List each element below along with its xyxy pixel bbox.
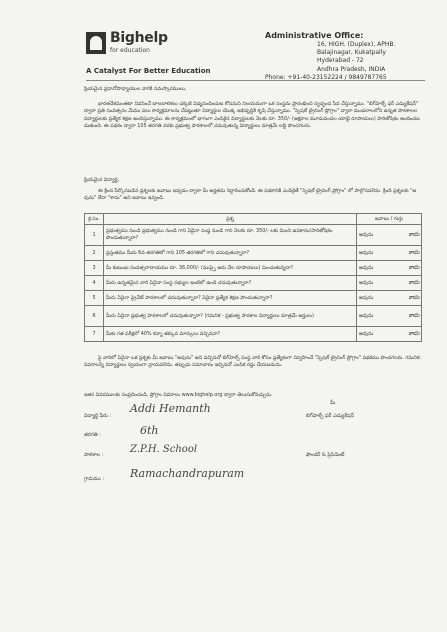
question-cell: మీరు ఉన్నతమైన వారి ఏదైనా సంస్థ సభ్యుల ఇంటిలో ఉండి చదువుతున్నారా? <box>104 276 357 291</box>
salutation: ప్రియమైన ప్రధానోపాధ్యాయుల వారికి నమస్కారములు, <box>84 86 187 92</box>
row-number: 3 <box>85 261 104 276</box>
contact-paragraph: ఇతర వివరములకు సంప్రదించండి, ప్రోగ్రాం వివరాలు www.bighelp.org ద్వారా తెలుసుకోవచ్చును. <box>84 392 273 398</box>
table-row <box>85 306 422 327</box>
row-number: 7 <box>85 327 104 342</box>
table-row <box>85 327 422 342</box>
signature-mark: మీ <box>330 400 336 406</box>
row-number: 4 <box>85 276 104 291</box>
row-number: 1 <box>85 225 104 246</box>
intro-paragraph: భారతదేశమంతటా నివసించే బాలబాలికలు చక్కటి విద్యనందించుట కోసమని నిలయముగా ఒక సంస్థను ప్రారంభించి స్వచ్ఛంద సేవ చేస్తున్నాము. "బిగ్‌హెల్ప్ ఫర్ ఎడ్యుకేషన్" ద్వారా ప్రతి సంవత్సరం మేము పలు కార్యక్రమాలను చేపట్టుతూ విద్యార్థుల యొక్క అభివృద్ధికి కృషి చేస్తున్నాము. "స్పెషల్ ట్రైనింగ్ ప్రోగ్రాం" ద్వారా మండలాలలోని ఉన్నత పాఠశాలల విద్యార్థులకు ప్రత్యేక శిక్షణ అందిస్తున్నాము. ఈ కార్యక్రమంలో భాగంగా ఎంపికైన విద్యార్థులకు నెలకు రూ. 350/- (అక్షరాల మూడువందల యాభై రూపాయలు) పారితోషికం అందించబడుతుంది. ఈ పథకం ద్వారా 105 తరగతి వరకు ప్రభుత్వ పాఠశాలలో చదువుతున్న విద్యార్థులు మాత్రమే లబ్ధి పొందగలరు. <box>84 101 420 130</box>
row-number: 2 <box>85 246 104 261</box>
handwritten-mark: కాదు <box>408 330 419 337</box>
eligibility-table <box>84 213 422 342</box>
office-line: Andhra Pradesh, INDIA <box>317 65 386 73</box>
table-header-row <box>85 214 422 225</box>
answer-cell <box>357 306 422 327</box>
answer-cell <box>357 246 422 261</box>
school-label: పాఠశాల : <box>84 452 104 458</box>
question-cell: మీరు ఏదైనా ప్రైవేట్ పాఠశాలలో చదువుతున్నారా? ఏదైనా ప్రత్యేక శిక్షణ పొందుతున్నారా? <box>104 291 357 306</box>
table-row <box>85 291 422 306</box>
handwritten-mark: కాదు <box>408 279 419 286</box>
header-divider <box>86 80 425 81</box>
instructions-paragraph: ఈ క్రింద పేర్కొనబడిన ప్రశ్నలకు జవాబు ఇవ్వడం ద్వారా మీ అర్హతను నిర్ధారించుకోండి. ఈ పథకానికి ఎంపికైతే "స్పెషల్ ట్రైనింగ్ ప్రోగ్రాం" లో పాల్గొనవలెను. క్రింది ప్రశ్నలకు "అవును" లేదా "కాదు" అని జవాబు ఇవ్వండి. <box>84 188 417 202</box>
table-row <box>85 261 422 276</box>
answer-option: అవును <box>359 279 374 286</box>
brand-sub: for education <box>110 47 150 54</box>
handwritten-mark: కాదు <box>408 249 419 256</box>
brand-name: Bighelp <box>110 30 168 46</box>
question-cell: మీరు ఏదైనా ప్రభుత్వ పాఠశాలలో చదువుతున్నారా? (గమనిక - ప్రభుత్వ పాఠశాల విద్యార్థులు మాత్రమే అర్హులు) <box>104 306 357 327</box>
table-row <box>85 276 422 291</box>
handwritten-mark: కాదు <box>408 231 419 238</box>
answer-cell <box>357 261 422 276</box>
office-line: Hyderabad - 72 <box>317 57 364 65</box>
answer-option: అవును <box>359 312 374 319</box>
table-row <box>85 225 422 246</box>
office-phone: Phone: +91-40-23152224 / 9849787765 <box>265 73 387 81</box>
student-address: ప్రియమైన విద్యార్థి, <box>84 177 120 183</box>
office-line: 16, HIGH. (Duplex), APHB. <box>317 41 396 48</box>
village-label: గ్రామము : <box>84 476 105 482</box>
logo-mark-icon <box>86 32 106 54</box>
handwritten-mark: కాదు <box>408 294 419 301</box>
answer-option: అవును <box>359 231 374 238</box>
column-header: ప్రశ్న <box>104 214 357 225</box>
column-header: జవాబు / గుర్తు <box>357 214 422 225</box>
answer-option: అవును <box>359 264 374 271</box>
village-value[interactable]: Ramachandrapuram <box>130 467 245 480</box>
school-value[interactable]: Z.P.H. School <box>130 444 198 455</box>
row-number: 6 <box>85 306 104 327</box>
handwritten-mark: కాదు <box>408 312 419 319</box>
row-number: 5 <box>85 291 104 306</box>
question-cell: మీకు గత పరీక్షలో 40% కన్నా తక్కువ మార్కులు వచ్చినవా? <box>104 327 357 342</box>
answer-option: అవును <box>359 294 374 301</box>
question-cell: ప్రభుత్వము నుండి ప్రభుత్వము నుండి గాని ఏదైనా సంస్థ నుండి గాని నెలకు రూ. 350/- లకు మించి ఉపకారం/పారితోషికం పొందుతున్నారా? <box>104 225 357 246</box>
office-line: Balajinagar, Kukatpally <box>317 49 386 57</box>
answer-cell <box>357 225 422 246</box>
class-label: తరగతి : <box>84 432 101 438</box>
question-cell: ప్రస్తుతము మీరు 6వ తరగతిలో గాని 105 తరగతిలో గాని చదువుతున్నారా? <box>104 246 357 261</box>
answer-cell <box>357 291 422 306</box>
answer-cell <box>357 276 422 291</box>
answer-option: అవును <box>359 249 374 256</box>
office-address <box>265 31 425 82</box>
organization-sign: బిగ్‌హెల్ప్ ఫర్ ఎడ్యుకేషన్ <box>306 413 355 419</box>
handwritten-mark: కాదు <box>408 264 419 271</box>
name-label: విద్యార్థి పేరు : <box>84 413 112 419</box>
president-sign: ఫౌండర్ & ప్రెసిడెంట్ <box>306 452 345 458</box>
column-header: క్ర.సం. <box>85 214 104 225</box>
name-value[interactable]: Addi Hemanth <box>130 402 211 415</box>
answer-option: అవును <box>359 330 374 337</box>
class-value[interactable]: 6th <box>140 424 159 437</box>
answer-cell <box>357 327 422 342</box>
note-paragraph: పై వారిలో ఏదైనా ఒక ప్రశ్నకు మీ జవాబు "అవును" అని వచ్చినచో బిగ్‌హెల్ప్ సంస్థ వారి కోసం ప్రత్యేకంగా నిర్వహించే "స్పెషల్ ట్రైనింగ్ ప్రోగ్రాం" పథకము పొందగలరు. గమనిక: వివరాలన్నీ విద్యార్థులు స్వయంగా వ్రాయవలెను. తప్పుడు సమాచారం ఇచ్చినచో ఎంపిక రద్దు చేయబడును. <box>84 355 422 369</box>
question-cell: మీ కుటుంబ సంవత్సరాదాయము రూ. 36,000/- (ముప్పై ఆరు వేల రూపాయలు) మించుతున్నదా? <box>104 261 357 276</box>
tagline: A Catalyst For Better Education <box>86 67 211 75</box>
office-title: Administrative Office: <box>265 31 364 40</box>
bighelp-logo <box>86 30 166 64</box>
table-row <box>85 246 422 261</box>
